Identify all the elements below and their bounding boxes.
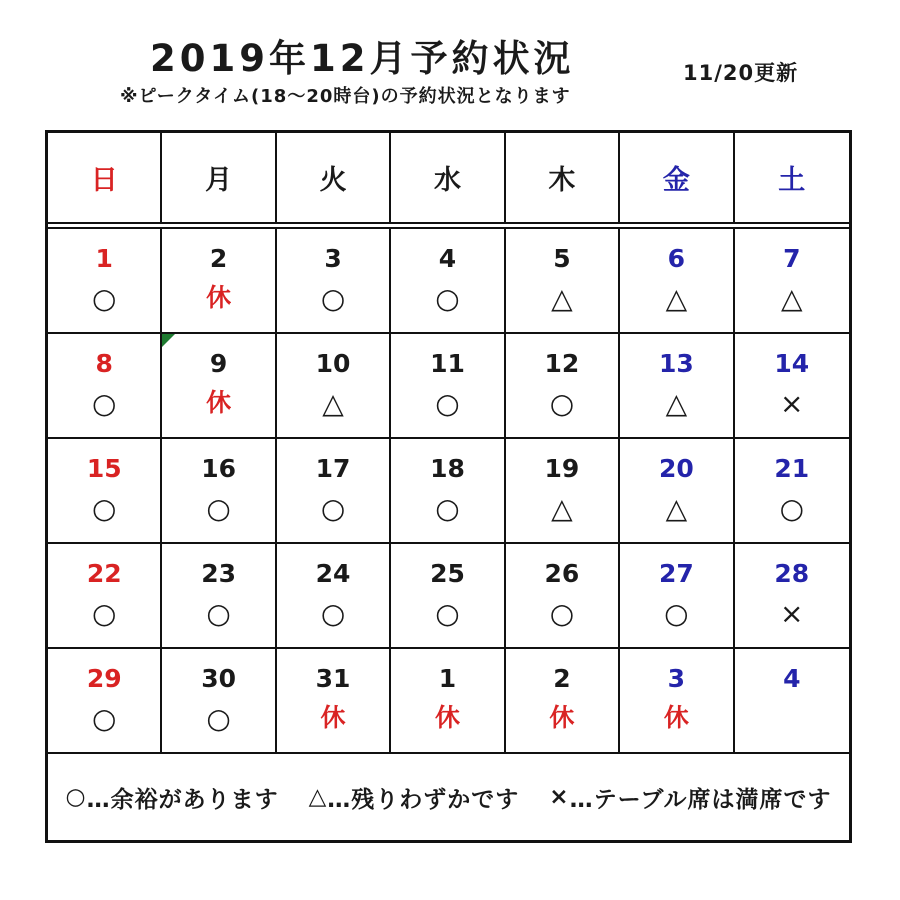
- status-symbol: ○: [320, 596, 346, 630]
- status-symbol: △: [322, 386, 344, 420]
- day-number: 11: [430, 349, 465, 379]
- status-symbol: ○: [206, 701, 231, 735]
- weekday-header-5: [620, 133, 734, 222]
- day-cell: [735, 229, 849, 332]
- weekday-label: 水: [433, 165, 461, 196]
- weekday-header-0: [48, 133, 162, 222]
- status-symbol: △: [551, 491, 573, 525]
- week-row-3: [48, 439, 849, 544]
- day-cell: [391, 649, 505, 752]
- legend-symbol: △: [308, 784, 328, 810]
- day-cell: [506, 544, 620, 647]
- day-cell: [162, 649, 276, 752]
- calendar-table: [45, 130, 852, 843]
- status-symbol: 休: [206, 387, 232, 417]
- status-symbol: ○: [206, 596, 231, 630]
- day-cell: [162, 229, 276, 332]
- legend-symbol: ×: [549, 784, 570, 810]
- day-number: 28: [774, 559, 810, 589]
- day-cell: [620, 229, 734, 332]
- calendar-body: [48, 229, 849, 754]
- day-cell: [48, 649, 162, 752]
- legend-text: …余裕があります: [86, 786, 279, 813]
- day-cell: [620, 334, 734, 437]
- weekday-label: 木: [548, 165, 576, 196]
- day-cell: [162, 544, 276, 647]
- day-cell: [48, 544, 162, 647]
- status-symbol: ×: [780, 386, 804, 420]
- status-symbol: ○: [91, 386, 117, 420]
- weekday-label: 月: [205, 165, 233, 196]
- day-cell: [48, 229, 162, 332]
- day-cell: [162, 439, 276, 542]
- day-number: 5: [553, 244, 571, 274]
- day-number: 19: [544, 454, 580, 484]
- status-symbol: 休: [663, 702, 689, 732]
- weekday-header-row: [48, 133, 849, 222]
- day-cell: [277, 229, 391, 332]
- day-cell: [506, 229, 620, 332]
- day-cell: [735, 439, 849, 542]
- status-symbol: ○: [91, 491, 117, 525]
- week-row-4: [48, 544, 849, 649]
- day-number: 20: [658, 454, 694, 484]
- day-number: 7: [783, 244, 801, 274]
- status-symbol: 休: [549, 702, 575, 732]
- status-symbol: △: [781, 281, 803, 315]
- day-cell: [506, 334, 620, 437]
- day-number: 3: [667, 664, 686, 694]
- day-cell: [620, 649, 734, 752]
- status-symbol: ○: [435, 596, 460, 630]
- day-cell: [735, 544, 849, 647]
- day-number: 2: [553, 664, 571, 694]
- week-row-5: [48, 649, 849, 754]
- status-symbol: ○: [320, 491, 346, 525]
- day-number: 12: [544, 349, 580, 379]
- status-symbol: ○: [435, 491, 460, 525]
- status-symbol: ○: [320, 281, 346, 315]
- day-number: 2: [209, 244, 228, 274]
- day-cell: [391, 439, 505, 542]
- status-symbol: △: [665, 491, 688, 525]
- week-row-2: [48, 334, 849, 439]
- day-cell: [506, 439, 620, 542]
- day-cell: [277, 439, 391, 542]
- status-symbol: ○: [91, 596, 117, 630]
- legend-item: [66, 781, 279, 814]
- status-symbol: △: [665, 281, 688, 315]
- legend-text: …テーブル席は満席です: [569, 786, 832, 813]
- legend-item: [549, 781, 831, 814]
- status-symbol: △: [665, 386, 688, 420]
- day-cell: [277, 649, 391, 752]
- status-symbol: 休: [206, 282, 232, 312]
- status-symbol: ○: [206, 491, 231, 525]
- status-symbol: ○: [435, 386, 460, 420]
- status-symbol: ○: [779, 491, 804, 525]
- day-cell: [620, 439, 734, 542]
- day-number: 18: [430, 454, 465, 484]
- legend-item: [309, 781, 520, 814]
- day-number: 8: [95, 349, 113, 379]
- day-number: 25: [430, 559, 465, 589]
- day-cell: [391, 544, 505, 647]
- day-number: 15: [86, 454, 122, 484]
- status-symbol: 休: [320, 702, 346, 732]
- day-number: 9: [209, 349, 228, 379]
- day-number: 22: [86, 559, 122, 589]
- day-cell: [735, 649, 849, 752]
- day-number: 31: [315, 664, 351, 694]
- day-number: 17: [315, 454, 351, 484]
- day-number: 26: [544, 559, 580, 589]
- day-cell: [735, 334, 849, 437]
- day-number: 16: [201, 454, 237, 484]
- status-symbol: ×: [780, 596, 804, 630]
- day-cell: [506, 649, 620, 752]
- day-number: 29: [86, 664, 122, 694]
- update-date: 11/20更新: [683, 61, 799, 85]
- weekday-label: 金: [662, 165, 690, 196]
- day-number: 1: [95, 244, 113, 274]
- day-cell: [391, 334, 505, 437]
- day-cell: [162, 334, 276, 437]
- day-cell: [277, 544, 391, 647]
- week-row-1: [48, 229, 849, 334]
- day-cell: [48, 439, 162, 542]
- status-symbol: ○: [435, 281, 460, 315]
- day-number: 27: [658, 559, 694, 589]
- status-symbol: 休: [434, 702, 460, 732]
- day-cell: [620, 544, 734, 647]
- weekday-header-2: [277, 133, 391, 222]
- subtitle-note: ※ピークタイム(18～20時台)の予約状況となります: [120, 86, 571, 107]
- weekday-header-6: [735, 133, 849, 222]
- status-symbol: ○: [91, 281, 117, 315]
- day-number: 3: [324, 244, 342, 274]
- legend-row: [48, 754, 849, 840]
- weekday-label: 火: [319, 165, 347, 196]
- status-symbol: △: [551, 281, 573, 315]
- weekday-header-4: [506, 133, 620, 222]
- day-number: 14: [774, 349, 810, 379]
- status-symbol: ○: [549, 386, 575, 420]
- weekday-header-3: [391, 133, 505, 222]
- day-number: 24: [315, 559, 351, 589]
- status-symbol: ○: [91, 701, 117, 735]
- legend-text: …残りわずかです: [327, 786, 520, 813]
- day-number: 30: [201, 664, 237, 694]
- day-number: 4: [783, 664, 801, 694]
- legend-symbol: ○: [65, 784, 87, 810]
- day-cell: [277, 334, 391, 437]
- page-title: 2019年12月予約状況: [150, 37, 575, 80]
- header-body-divider: [48, 222, 849, 229]
- weekday-label: 土: [778, 165, 806, 196]
- day-number: 23: [201, 559, 237, 589]
- note-corner-marker-icon: [162, 334, 175, 347]
- weekday-header-1: [162, 133, 276, 222]
- status-symbol: ○: [664, 596, 689, 630]
- day-number: 4: [438, 244, 457, 274]
- day-number: 21: [774, 454, 810, 484]
- day-number: 13: [658, 349, 694, 379]
- weekday-label: 日: [90, 165, 118, 196]
- status-symbol: ○: [549, 596, 575, 630]
- day-number: 1: [438, 664, 457, 694]
- day-number: 6: [667, 244, 686, 274]
- day-cell: [48, 334, 162, 437]
- day-number: 10: [315, 349, 351, 379]
- day-cell: [391, 229, 505, 332]
